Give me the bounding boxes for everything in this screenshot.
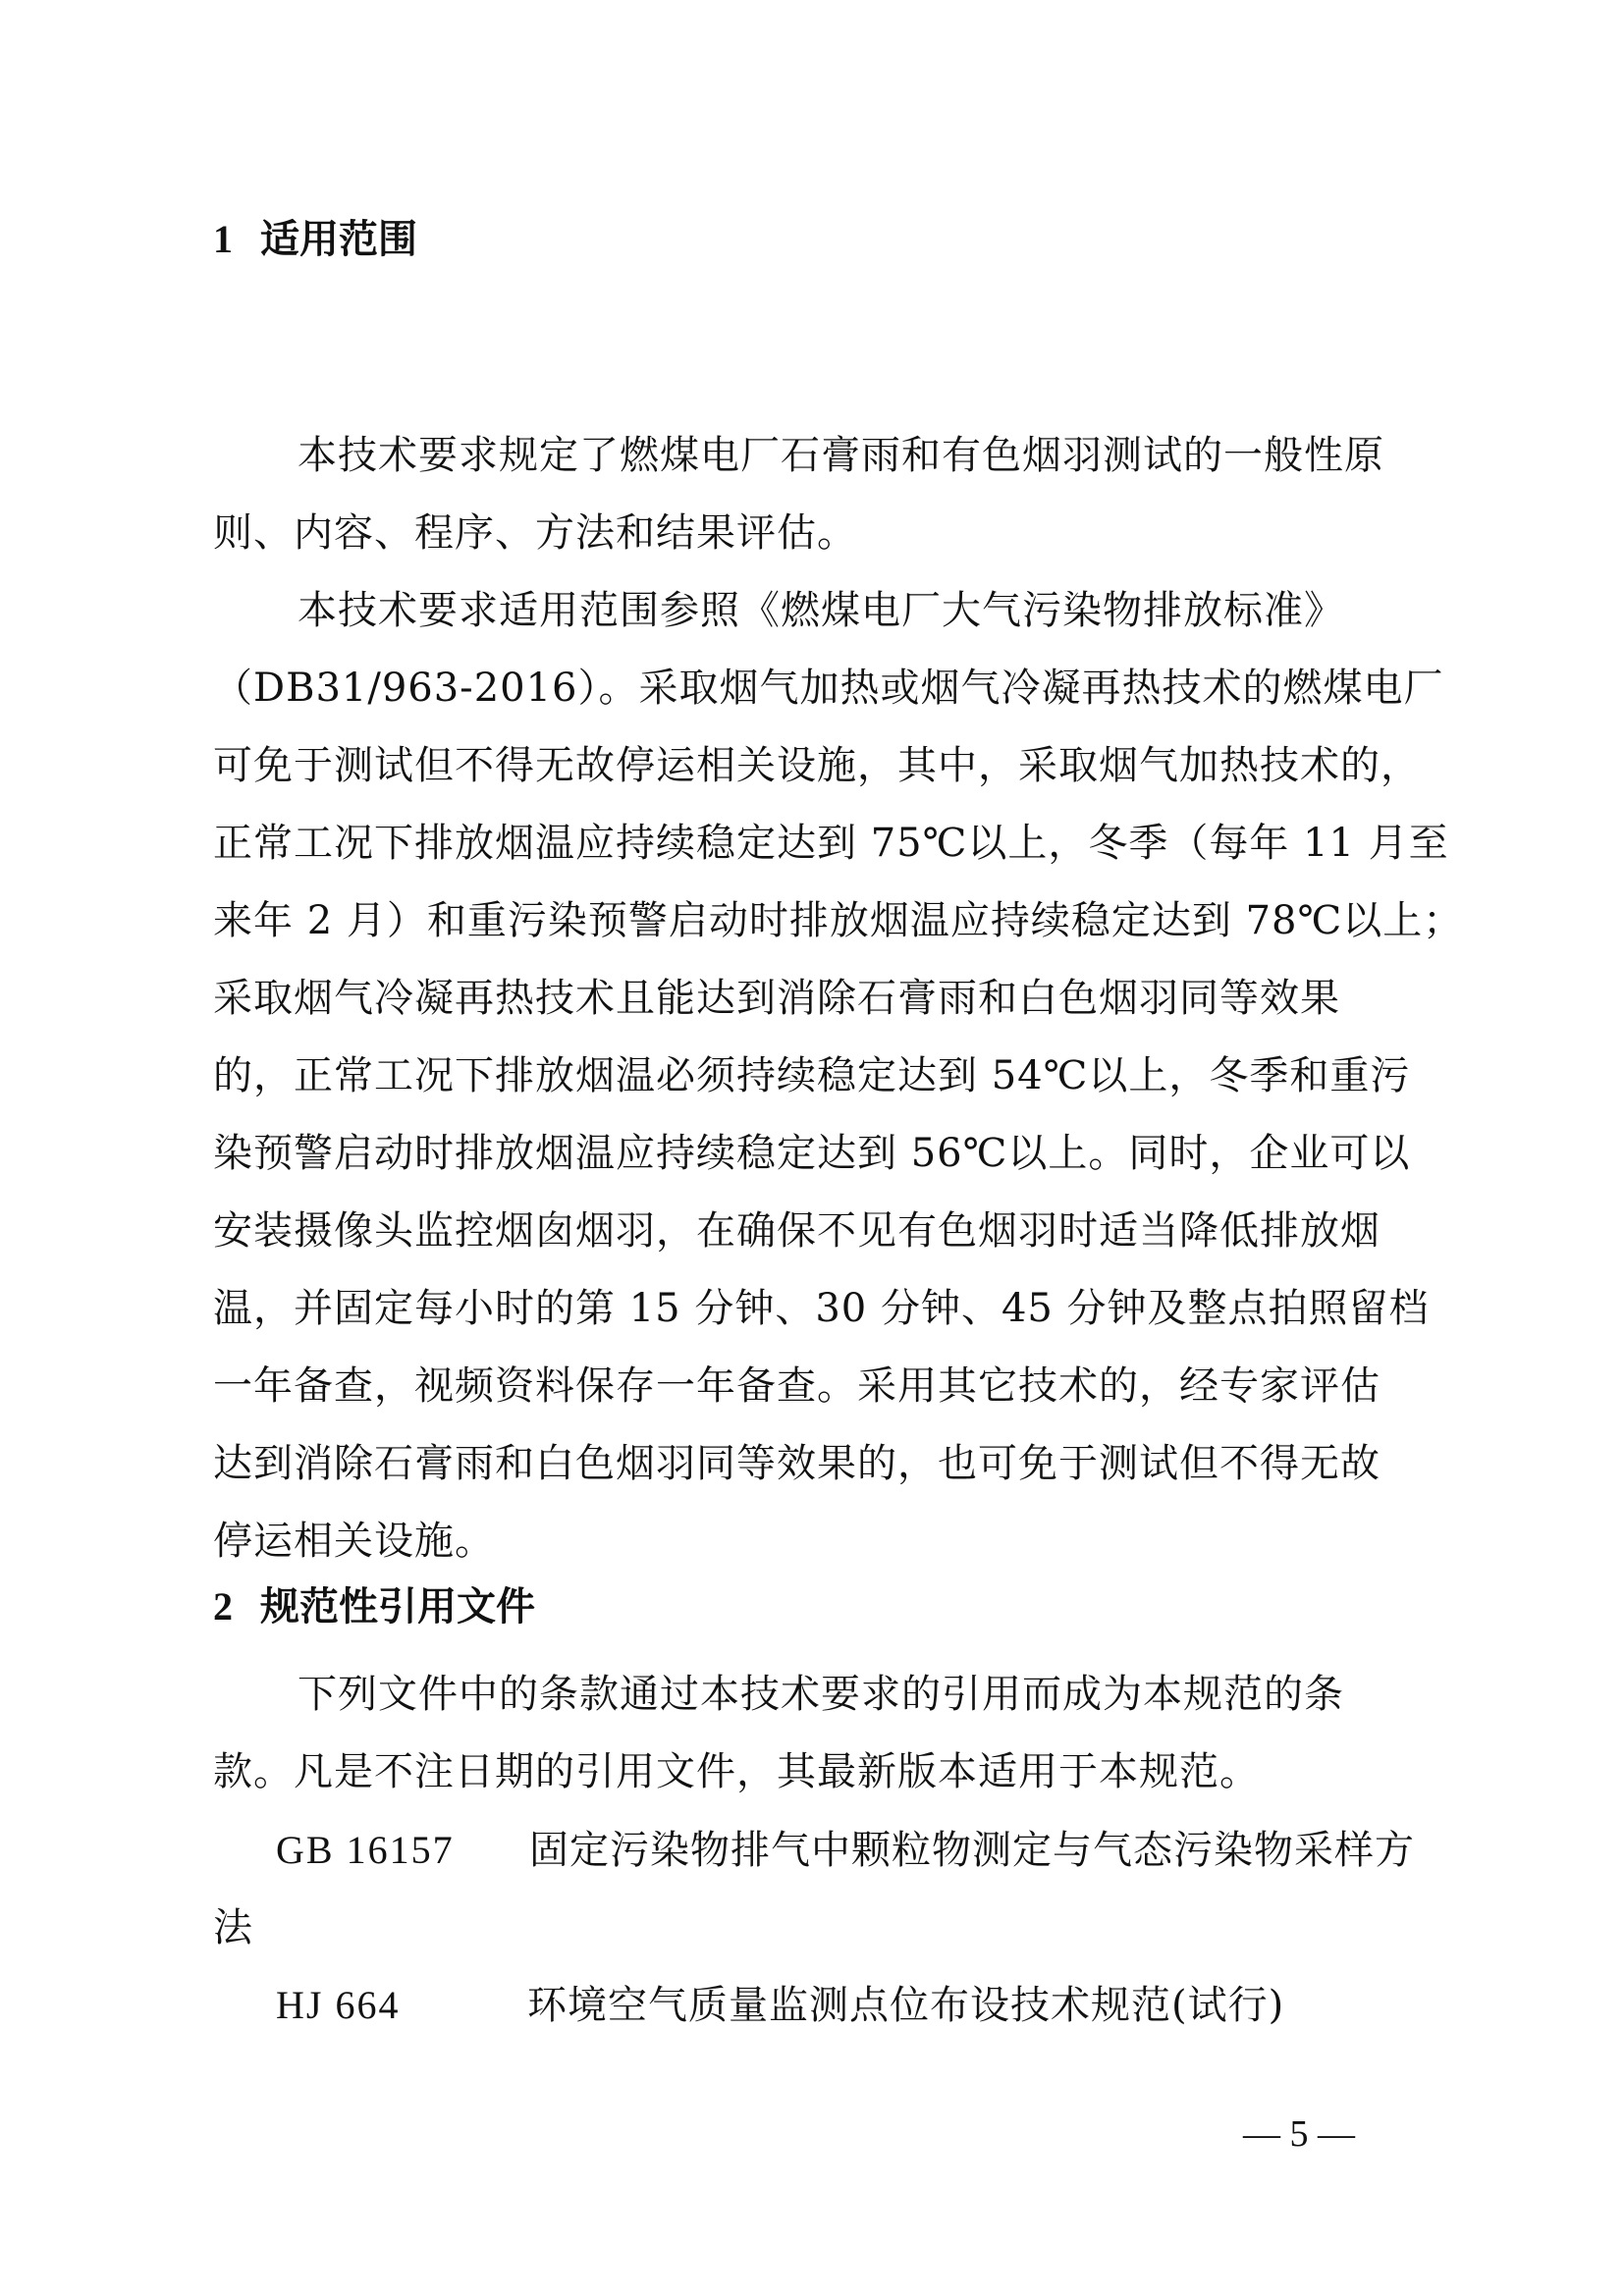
paragraph-line: 达到消除石膏雨和白色烟羽同等效果的，也可免于测试但不得无故 — [213, 1441, 1380, 1486]
section-1-title: 适用范围 — [260, 217, 417, 262]
reference-title: 固定污染物排气中颗粒物测定与气态污染物采样方 — [529, 1828, 1415, 1873]
paragraph-line: 安装摄像头监控烟囱烟羽，在确保不见有色烟羽时适当降低排放烟 — [213, 1208, 1380, 1254]
paragraph-line: 染预警启动时排放烟温应持续稳定达到 56℃以上。同时，企业可以 — [213, 1131, 1411, 1176]
paragraph-line: 本技术要求适用范围参照《燃煤电厂大气污染物排放标准》 — [298, 588, 1344, 633]
paragraph-line: 正常工况下排放烟温应持续稳定达到 75℃以上，冬季（每年 11 月至 — [213, 821, 1449, 866]
paragraph-line: 本技术要求规定了燃煤电厂石膏雨和有色烟羽测试的一般性原 — [298, 433, 1384, 478]
section-1-number: 1 — [213, 217, 233, 261]
reference-item — [213, 1966, 1421, 2045]
section-1-heading — [213, 214, 417, 265]
page-number: — 5 — — [1243, 2113, 1355, 2155]
section-2-number: 2 — [213, 1584, 233, 1629]
paragraph-line: （DB31/963-2016）。采取烟气加热或烟气冷凝再热技术的燃煤电厂 — [213, 666, 1444, 711]
reference-code: GB 16157 — [276, 1828, 455, 1872]
paragraph-line: 款。凡是不注日期的引用文件，其最新版本适用于本规范。 — [213, 1749, 1260, 1794]
paragraph-line: 一年备查，视频资料保存一年备查。采用其它技术的，经专家评估 — [213, 1363, 1380, 1409]
section-1-paragraph-1 — [213, 417, 1421, 572]
reference-code: HJ 664 — [276, 1983, 401, 2027]
paragraph-line: 温，并固定每小时的第 15 分钟、30 分钟、45 分钟及整点拍照留档 — [213, 1286, 1430, 1331]
paragraph-line: 则、内容、程序、方法和结果评估。 — [213, 510, 857, 556]
section-2-heading — [213, 1581, 535, 1632]
paragraph-line: 来年 2 月）和重污染预警启动时排放烟温应持续稳定达到 78℃以上； — [213, 898, 1464, 943]
paragraph-line: 下列文件中的条款通过本技术要求的引用而成为本规范的条 — [298, 1672, 1344, 1717]
paragraph-line: 的，正常工况下排放烟温必须持续稳定达到 54℃以上，冬季和重污 — [213, 1053, 1411, 1098]
reference-item — [213, 1811, 1421, 1967]
section-2-title: 规范性引用文件 — [260, 1584, 535, 1629]
section-1-paragraph-2 — [213, 572, 1464, 1580]
paragraph-line: 可免于测试但不得无故停运相关设施，其中，采取烟气加热技术的， — [213, 743, 1421, 788]
paragraph-line: 停运相关设施。 — [213, 1519, 495, 1564]
section-2-paragraph — [213, 1656, 1421, 1811]
reference-title: 环境空气质量监测点位布设技术规范(试行) — [527, 1983, 1285, 2028]
reference-title-continued: 法 — [213, 1905, 253, 1950]
paragraph-line: 采取烟气冷凝再热技术且能达到消除石膏雨和白色烟羽同等效果 — [213, 976, 1340, 1021]
